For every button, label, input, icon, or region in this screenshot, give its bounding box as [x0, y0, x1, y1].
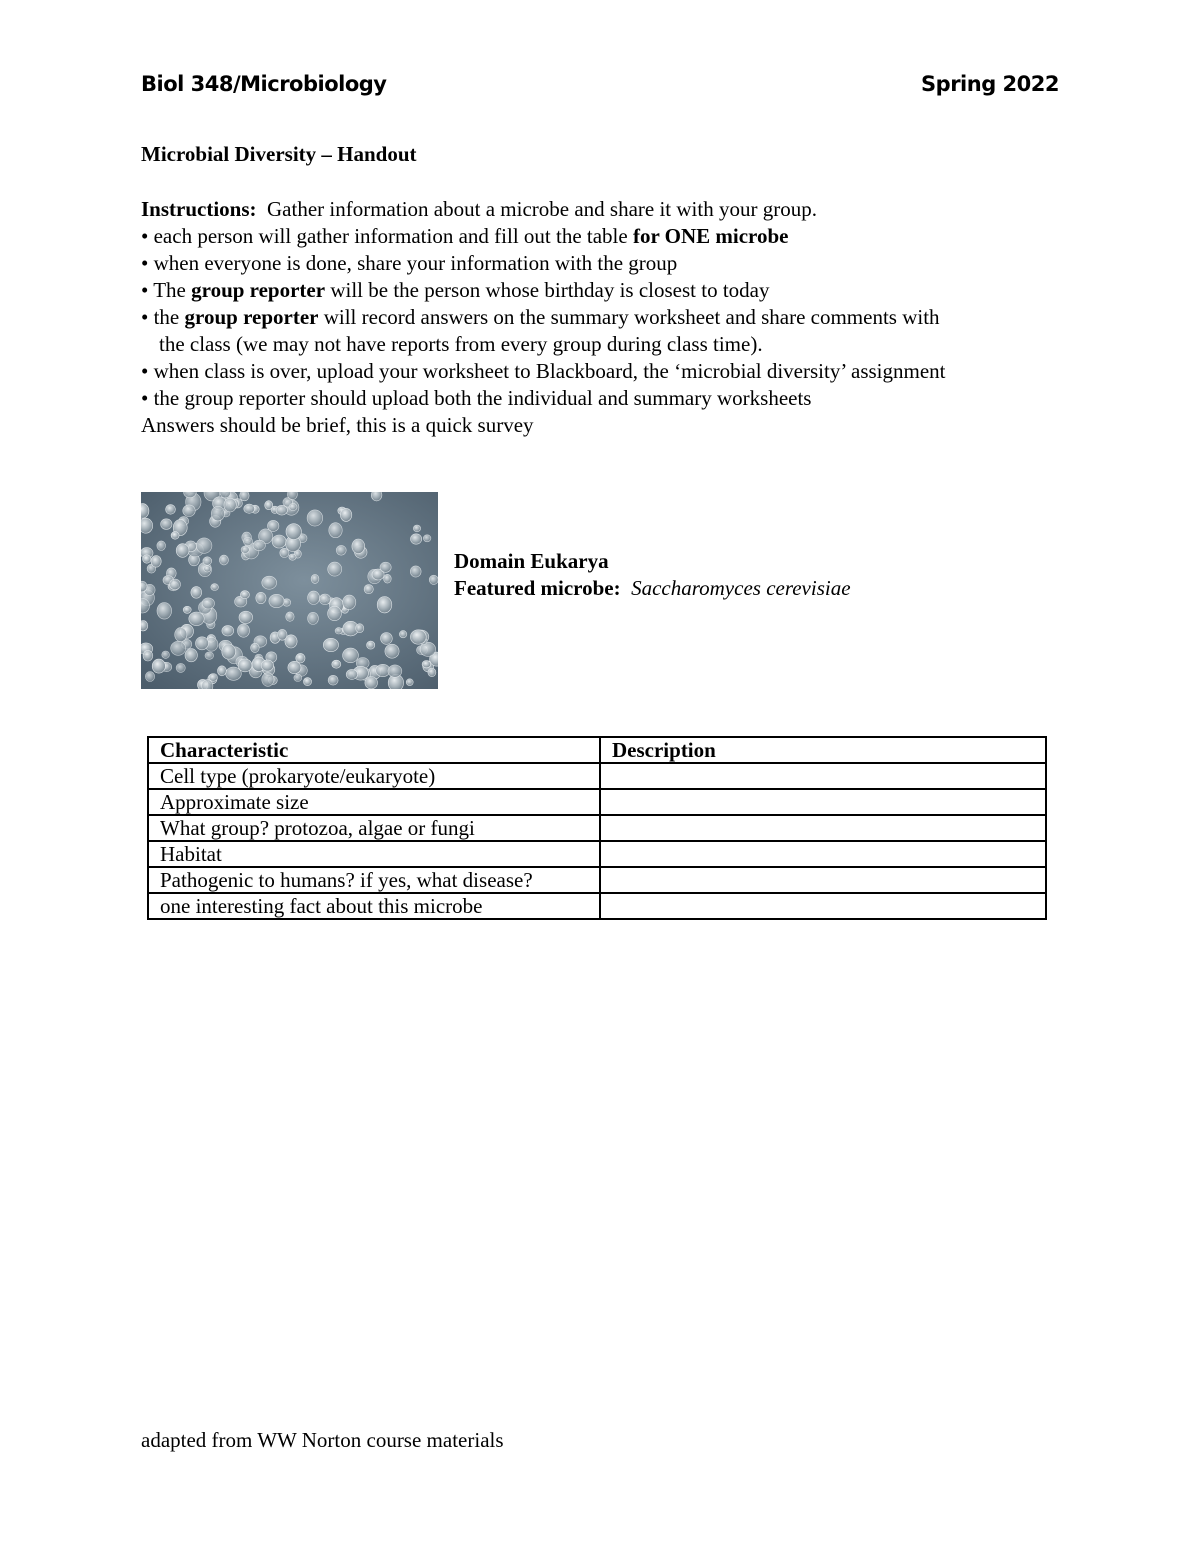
table-row [148, 763, 1046, 789]
yeast-cell [365, 677, 378, 689]
yeast-cell [189, 612, 204, 626]
description-cell[interactable] [600, 789, 1046, 815]
yeast-cell [340, 508, 351, 521]
featured-label: Featured microbe: [454, 576, 621, 600]
yeast-cell [413, 525, 420, 532]
bullet-3-bold: group reporter [191, 278, 326, 302]
yeast-cell [332, 660, 341, 668]
yeast-cell [328, 675, 338, 685]
table-header-row [148, 737, 1046, 763]
yeast-cell [410, 630, 426, 644]
yeast-cell [170, 579, 181, 590]
yeast-cell [296, 653, 305, 663]
description-cell[interactable] [600, 815, 1046, 841]
yeast-cell [323, 638, 338, 651]
yeast-cell [371, 492, 382, 501]
description-cell[interactable] [600, 763, 1046, 789]
instructions-intro [141, 196, 1061, 223]
yeast-cell [276, 505, 287, 515]
yeast-cell [256, 592, 266, 603]
characteristic-cell: one interesting fact about this microbe [148, 893, 600, 919]
yeast-cell [141, 621, 148, 631]
yeast-cell [253, 540, 265, 550]
yeast-cell [241, 546, 249, 553]
characteristic-cell: Cell type (prokaryote/eukaryote) [148, 763, 600, 789]
yeast-cell [343, 648, 359, 663]
yeast-cell [280, 548, 289, 557]
yeast-cell [311, 574, 319, 583]
domain-label: Domain Eukarya [454, 549, 609, 573]
header-characteristic: Characteristic [148, 737, 600, 763]
bullet-1 [141, 223, 1061, 250]
yeast-cell [356, 624, 364, 633]
yeast-cell [209, 674, 217, 682]
bullet-4-pre: • the [141, 305, 185, 329]
yeast-cell [343, 595, 356, 609]
yeast-cell [238, 624, 250, 637]
bullet-4-continuation: the class (we may not have reports from every group during class time). [159, 332, 763, 356]
yeast-cell [367, 641, 375, 649]
yeast-cell [222, 644, 236, 659]
yeast-cell [196, 637, 209, 650]
yeast-cell [157, 541, 166, 551]
yeast-cell [410, 566, 421, 577]
yeast-cell [289, 554, 296, 560]
yeast-cell [289, 503, 297, 510]
yeast-cell [287, 492, 297, 500]
yeast-cell [377, 597, 392, 613]
yeast-cell [262, 673, 274, 687]
footer-credit: adapted from WW Norton course materials [141, 1428, 504, 1452]
yeast-cell [272, 535, 286, 548]
yeast-cell [329, 523, 342, 538]
yeast-cell [423, 535, 431, 542]
yeast-cell [251, 643, 260, 652]
yeast-cell [328, 606, 342, 620]
yeast-cell [211, 584, 219, 591]
handout-title: Microbial Diversity – Handout [141, 142, 417, 166]
characteristics-table [147, 736, 1047, 920]
yeast-cell [422, 661, 431, 668]
yeast-micrograph [141, 492, 438, 689]
yeast-cell [406, 679, 413, 686]
bullet-4 [141, 304, 1061, 331]
instructions-section [141, 196, 1061, 439]
yeast-cell [218, 666, 227, 676]
yeast-cell [428, 668, 436, 677]
yeast-cell [196, 538, 212, 553]
yeast-cell [202, 598, 214, 609]
yeast-cell [226, 667, 242, 680]
yeast-cell [278, 629, 287, 640]
yeast-cell [244, 504, 255, 513]
bullet-3-pre: • The [141, 278, 192, 302]
term-label: Spring 2022 [921, 72, 1059, 96]
yeast-cell [336, 545, 346, 555]
characteristic-cell: What group? protozoa, algae or fungi [148, 815, 600, 841]
yeast-cell [352, 539, 365, 554]
yeast-cell [183, 505, 195, 517]
yeast-cell [411, 534, 422, 544]
yeast-cell [151, 556, 161, 568]
yeast-cell [175, 628, 187, 642]
yeast-cell [308, 612, 319, 624]
yeast-cell [265, 501, 273, 510]
description-cell[interactable] [600, 841, 1046, 867]
yeast-cell [286, 524, 301, 540]
bullet-2: • when everyone is done, share your information with the group [141, 251, 678, 275]
yeast-cell [157, 603, 172, 620]
bullet-4-bold: group reporter [184, 305, 319, 329]
yeast-cell [171, 532, 179, 540]
characteristic-cell: Approximate size [148, 789, 600, 815]
yeast-cell [385, 644, 399, 658]
yeast-cell [384, 574, 392, 583]
yeast-cell [143, 555, 151, 563]
yeast-cell [238, 659, 252, 672]
yeast-cell [141, 518, 153, 533]
yeast-cell [261, 660, 273, 671]
yeast-cell [203, 557, 212, 565]
yeast-cell [307, 510, 323, 526]
yeast-cell [399, 631, 406, 638]
table-row [148, 815, 1046, 841]
yeast-cell [240, 492, 249, 501]
yeast-cell [328, 562, 342, 576]
yeast-cell [152, 659, 165, 673]
characteristic-cell: Habitat [148, 841, 600, 867]
table-row [148, 789, 1046, 815]
yeast-cell [240, 591, 249, 599]
bullet-3-post: will be the person whose birthday is closest to today [325, 278, 770, 302]
bullet-1-bold: for ONE microbe [632, 224, 789, 248]
yeast-cell [269, 594, 284, 607]
table-row [148, 893, 1046, 919]
yeast-cell [335, 628, 342, 634]
yeast-cell [202, 680, 213, 689]
yeast-cell [429, 575, 438, 584]
yeast-cell [268, 520, 279, 531]
yeast-cell [171, 641, 186, 655]
instructions-label: Instructions: [141, 197, 257, 221]
yeast-cell [222, 626, 234, 636]
yeast-cell [304, 678, 312, 686]
bullet-1-text: • each person will gather information and fill out the table [141, 224, 633, 248]
yeast-cell [262, 576, 277, 589]
instructions-intro-text: Gather information about a microbe and share it with your group. [267, 197, 817, 221]
microbe-name: Saccharomyces cerevisiae [631, 576, 851, 600]
yeast-cell [183, 606, 191, 613]
yeast-cell [243, 537, 252, 545]
description-cell[interactable] [600, 893, 1046, 919]
yeast-cell [346, 669, 357, 679]
header-description: Description [600, 737, 1046, 763]
yeast-cell [162, 651, 170, 658]
yeast-cell [161, 519, 172, 530]
description-cell[interactable] [600, 867, 1046, 893]
course-title: Biol 348/Microbiology [141, 72, 387, 96]
yeast-cell [145, 672, 154, 682]
table-row [148, 841, 1046, 867]
yeast-cell [388, 665, 402, 677]
bullet-3 [141, 277, 1061, 304]
yeast-cell [364, 585, 373, 594]
yeast-cell [205, 652, 214, 659]
featured-microbe-block [454, 548, 851, 602]
yeast-cell [166, 505, 176, 515]
yeast-cell [288, 661, 301, 673]
bullet-4-post: will record answers on the summary worksheet and share comments with [318, 305, 940, 329]
yeast-cell [239, 611, 253, 623]
yeast-cell [319, 594, 330, 605]
yeast-cell [176, 544, 189, 558]
characteristic-cell: Pathogenic to humans? if yes, what disease? [148, 867, 600, 893]
yeast-cell [185, 649, 197, 662]
yeast-cell [143, 650, 153, 661]
yeast-cell [211, 506, 224, 521]
yeast-cell [286, 612, 294, 621]
yeast-cell [219, 555, 228, 565]
bullet-5: • when class is over, upload your worksheet to Blackboard, the ‘microbial diversity’ assignment [141, 359, 946, 383]
yeast-cell [204, 566, 211, 572]
table-row [148, 867, 1046, 893]
yeast-cell [176, 663, 185, 672]
yeast-cell [380, 562, 391, 572]
instructions-closing: Answers should be brief, this is a quick survey [141, 413, 534, 437]
yeast-cell [294, 674, 302, 681]
yeast-cell [308, 591, 320, 604]
yeast-cell [191, 587, 202, 599]
yeast-cell [381, 633, 393, 645]
bullet-6: • the group reporter should upload both the individual and summary worksheets [141, 386, 812, 410]
yeast-cell [224, 498, 236, 512]
